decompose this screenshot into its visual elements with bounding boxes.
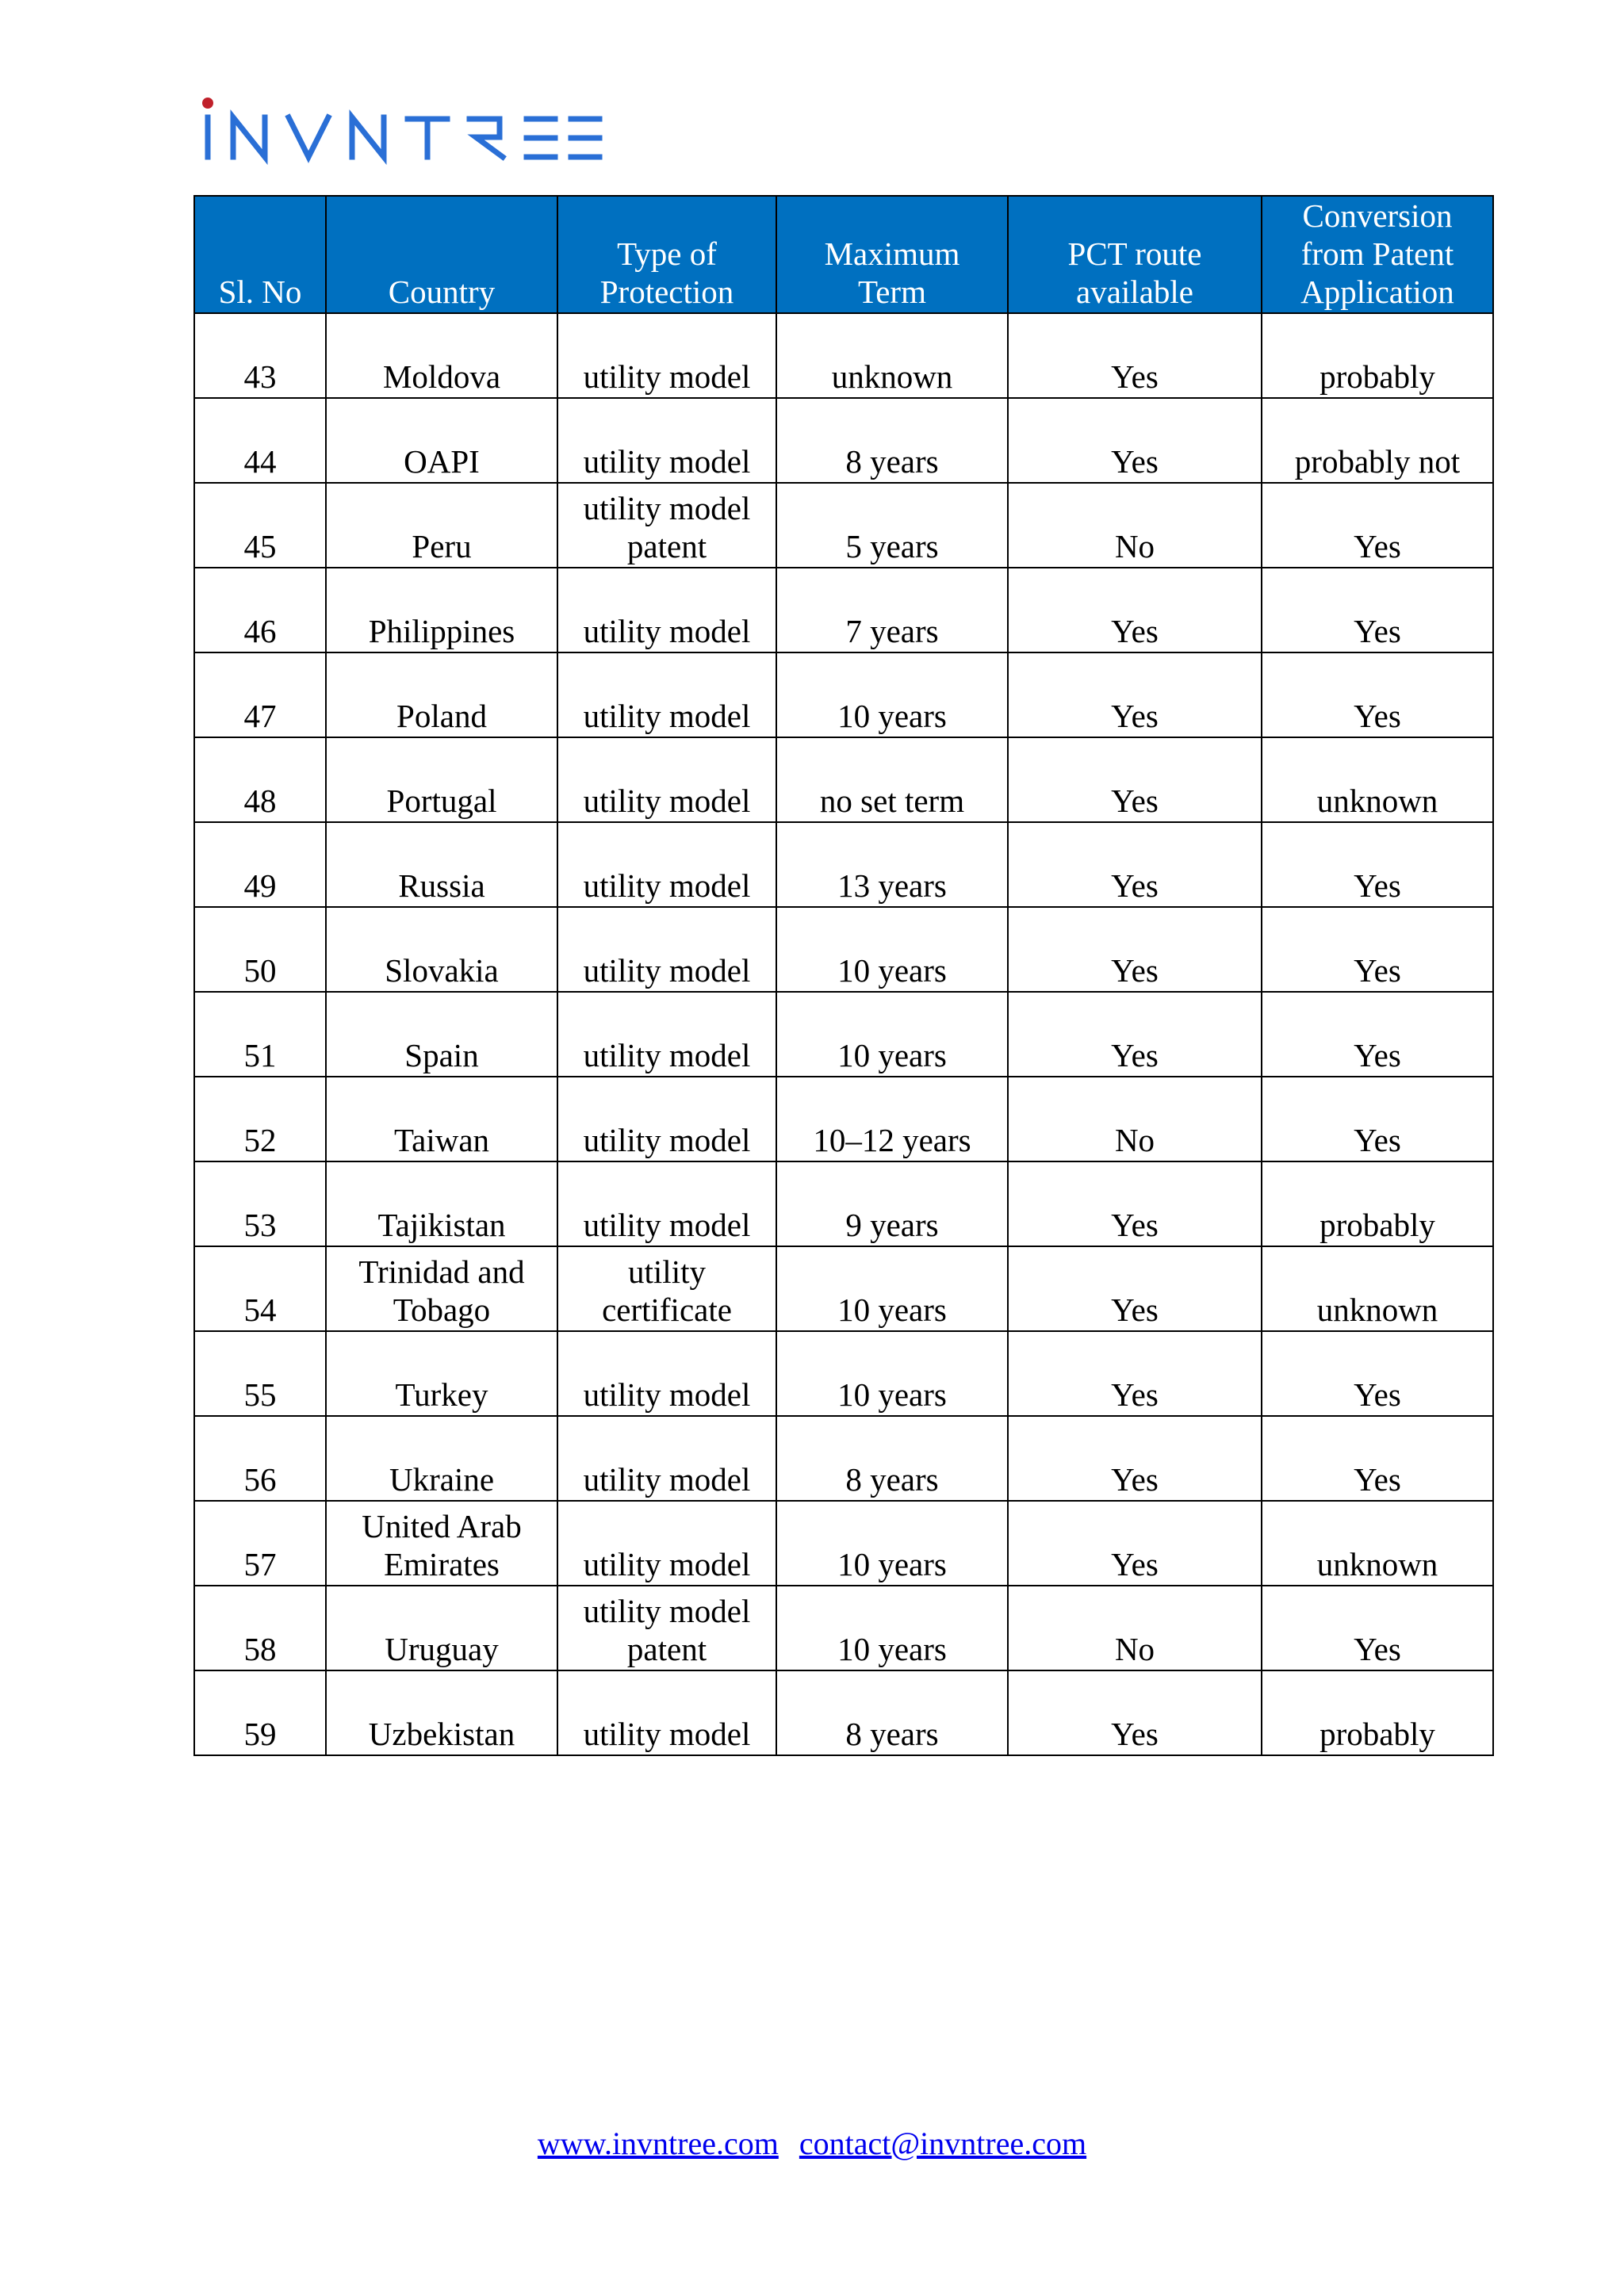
cell-sl-no: 58 <box>194 1586 326 1670</box>
cell-pct-route: Yes <box>1008 1501 1262 1586</box>
cell-pct-route: Yes <box>1008 737 1262 822</box>
cell-maximum-term: 8 years <box>776 1416 1008 1501</box>
cell-type-of-protection: utility model <box>557 1077 776 1161</box>
cell-maximum-term: 9 years <box>776 1161 1008 1246</box>
table-row <box>194 1246 1493 1331</box>
cell-conversion: Yes <box>1262 1586 1493 1670</box>
table-row <box>194 737 1493 822</box>
cell-country: United Arab Emirates <box>326 1501 557 1586</box>
cell-pct-route: No <box>1008 1077 1262 1161</box>
cell-type-of-protection: utility model patent <box>557 483 776 568</box>
cell-pct-route: Yes <box>1008 992 1262 1077</box>
header-maximum-term: Maximum Term <box>776 196 1008 313</box>
cell-conversion: unknown <box>1262 737 1493 822</box>
cell-type-of-protection: utility model <box>557 313 776 398</box>
table-row <box>194 1670 1493 1755</box>
table-row <box>194 1416 1493 1501</box>
cell-maximum-term: 10 years <box>776 1331 1008 1416</box>
cell-pct-route: Yes <box>1008 1161 1262 1246</box>
cell-country: Portugal <box>326 737 557 822</box>
cell-maximum-term: no set term <box>776 737 1008 822</box>
table-header-row <box>194 196 1493 313</box>
cell-sl-no: 59 <box>194 1670 326 1755</box>
cell-conversion: unknown <box>1262 1246 1493 1331</box>
cell-sl-no: 46 <box>194 568 326 652</box>
header-country: Country <box>326 196 557 313</box>
cell-pct-route: Yes <box>1008 313 1262 398</box>
cell-sl-no: 45 <box>194 483 326 568</box>
cell-sl-no: 47 <box>194 652 326 737</box>
cell-conversion: Yes <box>1262 907 1493 992</box>
header-type-of-protection: Type of Protection <box>557 196 776 313</box>
cell-pct-route: Yes <box>1008 398 1262 483</box>
cell-type-of-protection: utility model <box>557 822 776 907</box>
cell-conversion: probably not <box>1262 398 1493 483</box>
cell-type-of-protection: utility model <box>557 1670 776 1755</box>
cell-maximum-term: 8 years <box>776 1670 1008 1755</box>
cell-type-of-protection: utility model <box>557 992 776 1077</box>
cell-type-of-protection: utility model <box>557 1161 776 1246</box>
invntree-logo <box>200 94 604 165</box>
cell-conversion: unknown <box>1262 1501 1493 1586</box>
cell-pct-route: Yes <box>1008 1246 1262 1331</box>
cell-country: OAPI <box>326 398 557 483</box>
cell-sl-no: 51 <box>194 992 326 1077</box>
table-row <box>194 1501 1493 1586</box>
cell-conversion: Yes <box>1262 568 1493 652</box>
cell-type-of-protection: utility certificate <box>557 1246 776 1331</box>
cell-sl-no: 57 <box>194 1501 326 1586</box>
cell-conversion: Yes <box>1262 483 1493 568</box>
cell-sl-no: 49 <box>194 822 326 907</box>
cell-pct-route: Yes <box>1008 568 1262 652</box>
table-row <box>194 652 1493 737</box>
website-link[interactable]: www.invntree.com <box>537 2126 779 2161</box>
cell-country: Taiwan <box>326 1077 557 1161</box>
cell-maximum-term: 10–12 years <box>776 1077 1008 1161</box>
table-row <box>194 907 1493 992</box>
cell-country: Uzbekistan <box>326 1670 557 1755</box>
cell-maximum-term: 10 years <box>776 992 1008 1077</box>
cell-sl-no: 48 <box>194 737 326 822</box>
cell-type-of-protection: utility model <box>557 1501 776 1586</box>
cell-conversion: Yes <box>1262 1331 1493 1416</box>
cell-maximum-term: 10 years <box>776 1246 1008 1331</box>
header-sl-no: Sl. No <box>194 196 326 313</box>
table-row <box>194 1161 1493 1246</box>
page-footer <box>0 2125 1624 2163</box>
cell-country: Slovakia <box>326 907 557 992</box>
cell-pct-route: Yes <box>1008 1331 1262 1416</box>
cell-pct-route: Yes <box>1008 1670 1262 1755</box>
table-row <box>194 1331 1493 1416</box>
cell-maximum-term: unknown <box>776 313 1008 398</box>
cell-maximum-term: 5 years <box>776 483 1008 568</box>
cell-sl-no: 53 <box>194 1161 326 1246</box>
cell-country: Tajikistan <box>326 1161 557 1246</box>
cell-sl-no: 44 <box>194 398 326 483</box>
table-row <box>194 1077 1493 1161</box>
cell-country: Ukraine <box>326 1416 557 1501</box>
cell-country: Uruguay <box>326 1586 557 1670</box>
cell-sl-no: 50 <box>194 907 326 992</box>
cell-type-of-protection: utility model <box>557 907 776 992</box>
cell-maximum-term: 8 years <box>776 398 1008 483</box>
table-row <box>194 313 1493 398</box>
table-row <box>194 1586 1493 1670</box>
invntree-logo-mark <box>200 94 604 165</box>
table-row <box>194 822 1493 907</box>
cell-maximum-term: 10 years <box>776 652 1008 737</box>
cell-country: Turkey <box>326 1331 557 1416</box>
cell-conversion: probably <box>1262 313 1493 398</box>
cell-type-of-protection: utility model patent <box>557 1586 776 1670</box>
cell-type-of-protection: utility model <box>557 398 776 483</box>
cell-pct-route: Yes <box>1008 822 1262 907</box>
table-row <box>194 483 1493 568</box>
table-row <box>194 992 1493 1077</box>
cell-maximum-term: 13 years <box>776 822 1008 907</box>
cell-sl-no: 54 <box>194 1246 326 1331</box>
table-row <box>194 568 1493 652</box>
cell-pct-route: No <box>1008 483 1262 568</box>
cell-conversion: Yes <box>1262 1416 1493 1501</box>
cell-country: Russia <box>326 822 557 907</box>
table-row <box>194 398 1493 483</box>
cell-country: Trinidad and Tobago <box>326 1246 557 1331</box>
cell-sl-no: 43 <box>194 313 326 398</box>
cell-pct-route: No <box>1008 1586 1262 1670</box>
cell-country: Moldova <box>326 313 557 398</box>
cell-sl-no: 52 <box>194 1077 326 1161</box>
header-conversion: Conversion from Patent Application <box>1262 196 1493 313</box>
cell-country: Philippines <box>326 568 557 652</box>
cell-type-of-protection: utility model <box>557 568 776 652</box>
cell-conversion: Yes <box>1262 652 1493 737</box>
cell-conversion: Yes <box>1262 822 1493 907</box>
cell-type-of-protection: utility model <box>557 1416 776 1501</box>
cell-maximum-term: 10 years <box>776 907 1008 992</box>
cell-maximum-term: 7 years <box>776 568 1008 652</box>
cell-conversion: Yes <box>1262 1077 1493 1161</box>
cell-pct-route: Yes <box>1008 1416 1262 1501</box>
header-pct-route: PCT route available <box>1008 196 1262 313</box>
cell-type-of-protection: utility model <box>557 737 776 822</box>
email-link[interactable]: contact@invntree.com <box>799 2126 1087 2161</box>
cell-sl-no: 56 <box>194 1416 326 1501</box>
cell-conversion: Yes <box>1262 992 1493 1077</box>
cell-conversion: probably <box>1262 1161 1493 1246</box>
cell-country: Spain <box>326 992 557 1077</box>
cell-sl-no: 55 <box>194 1331 326 1416</box>
cell-country: Peru <box>326 483 557 568</box>
cell-type-of-protection: utility model <box>557 1331 776 1416</box>
utility-model-table <box>193 195 1494 1756</box>
cell-conversion: probably <box>1262 1670 1493 1755</box>
cell-maximum-term: 10 years <box>776 1501 1008 1586</box>
cell-type-of-protection: utility model <box>557 652 776 737</box>
cell-pct-route: Yes <box>1008 652 1262 737</box>
cell-maximum-term: 10 years <box>776 1586 1008 1670</box>
cell-pct-route: Yes <box>1008 907 1262 992</box>
cell-country: Poland <box>326 652 557 737</box>
